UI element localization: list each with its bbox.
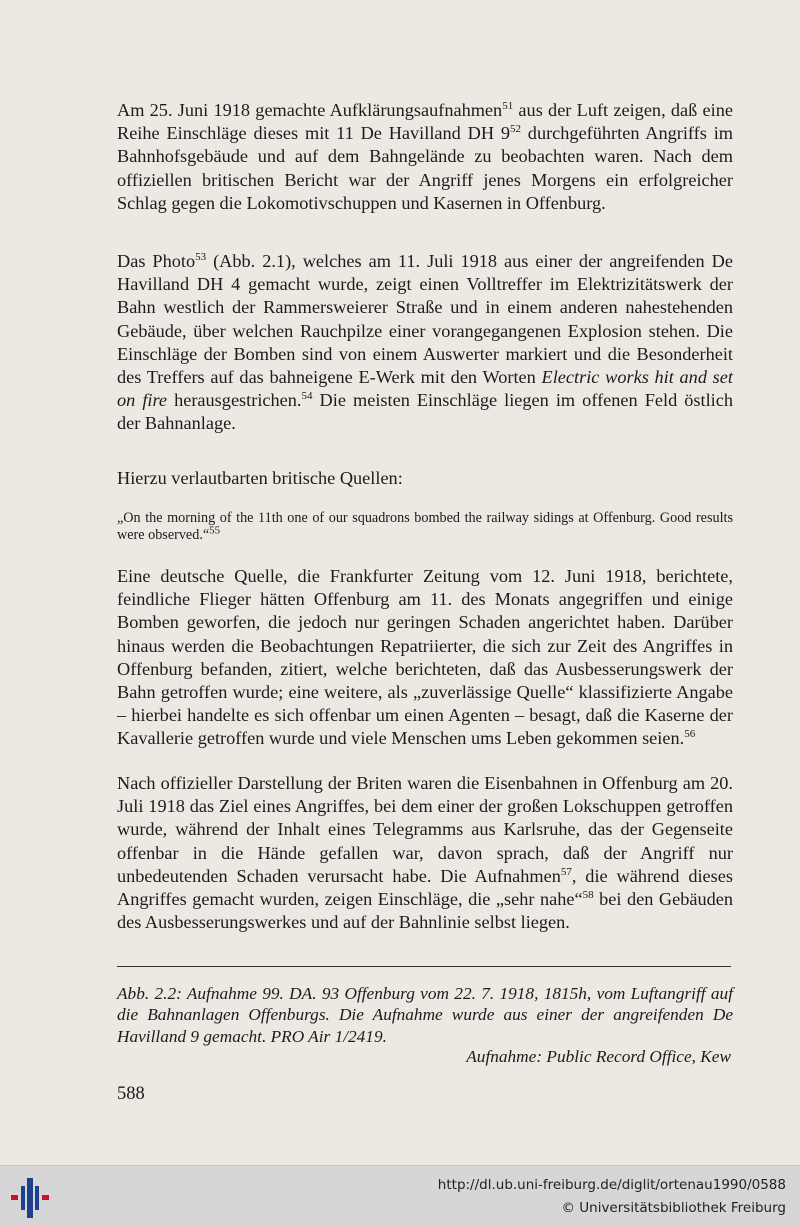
footnote-marker: 57 bbox=[560, 865, 572, 878]
footnote-marker: 56 bbox=[684, 728, 696, 741]
text-run: bei den Gebäuden des Ausbesserungswerkes und auf der Bahnlinie selbst liegen. bbox=[117, 889, 733, 933]
footnote-marker: 53 bbox=[195, 250, 207, 263]
text-run: herausgestrichen. bbox=[167, 390, 302, 411]
caption-divider bbox=[117, 966, 731, 967]
paragraph-4 bbox=[117, 565, 733, 751]
paragraph-3 bbox=[117, 467, 733, 490]
text-run: aus der Luft zeigen, daß eine Reihe Einschläge dieses mit 11 De Havilland DH 9 bbox=[117, 100, 733, 144]
page-number: 588 bbox=[117, 1084, 145, 1104]
italic-phrase: Electric works hit and set on fire bbox=[117, 367, 733, 411]
footnote-marker: 55 bbox=[209, 524, 221, 537]
text-run: Nach offizieller Darstellung der Briten waren die Eisenbahnen in Offenburg am 20. Juli 1918 das Ziel eines Angriffes, bei dem einer der großen Lokschuppen getroffen wurde, während der Inhalt eines Telegramms aus Karlsruhe, das der Gegenseite offenbar in die Hände gefallen war, davon sprach, daß der Angriff nur unbedeutenden Schaden verursacht habe. Die Aufnahmen bbox=[117, 773, 733, 886]
text-run: (Abb. 2.1), welches am 11. Juli 1918 aus einer der angreifenden De Havilland DH 4 gemacht wurde, zeigt einen Volltreffer im Elektrizitätswerk der Bahn westlich der Rammersweierer Straße und in einem anderen nahestehenden Gebäude, über welchen Rauchpilze einer vorangegangenen Explosion stehen. Die Einschläge der Bomben sind von einem Auswerter markiert und die Besonderheit des Treffers auf das bahneigene E-Werk mit den Worten bbox=[117, 251, 733, 388]
copyright-notice: © Universitätsbibliothek Freiburg bbox=[561, 1200, 786, 1216]
footnote-marker: 54 bbox=[301, 390, 313, 403]
text-run: Eine deutsche Quelle, die Frankfurter Zeitung vom 12. Juni 1918, berichtete, feindliche Flieger hätten Offenburg am 11. des Monats angegriffen und einige Bomben geworfen, die jedoch nur geringen Schaden angerichtet haben. Darüber hinaus werden die Beobachtungen Repatriierter, die sich zur Zeit des Angriffes in Offenburg befanden, zitiert, welche berichteten, daß das Ausbesserungswerk der Bahn getroffen wurde; eine weitere, als „zuverlässige Quelle“ klassifizierte Angabe – hierbei handelte es sich offenbar um einen Agenten – besagt, daß die Kaserne der Kavallerie getroffen wurde und viele Menschen ums Leben gekommen seien. bbox=[117, 566, 733, 749]
paragraph-5 bbox=[117, 772, 733, 934]
footnote-marker: 58 bbox=[582, 888, 594, 901]
block-quote bbox=[117, 510, 733, 544]
figure-caption: Abb. 2.2: Aufnahme 99. DA. 93 Offenburg vom 22. 7. 1918, 1815h, vom Luftangriff auf die Bahnanlagen Offenburgs. Die Aufnahme wurde aus einer der angreifenden De Havilland 9 gemacht. PRO Air 1/2419. bbox=[117, 984, 733, 1046]
text-run: Die meisten Einschläge liegen im offenen Feld östlich der Bahnanlage. bbox=[117, 390, 734, 434]
text-run: Hierzu verlautbarten britische Quellen: bbox=[117, 468, 403, 488]
photo-credit: Aufnahme: Public Record Office, Kew bbox=[466, 1047, 731, 1066]
text-run: „On the morning of the 11th one of our squadrons bombed the railway sidings at Offenburg. Good results were observed.“ bbox=[117, 510, 733, 543]
permalink-url[interactable]: http://dl.ub.uni-freiburg.de/diglit/ortenau1990/0588 bbox=[437, 1177, 786, 1193]
ub-freiburg-logo-icon bbox=[10, 1178, 52, 1218]
footnote-marker: 51 bbox=[502, 99, 514, 112]
viewer-footer bbox=[0, 1165, 800, 1225]
text-run: Am 25. Juni 1918 gemachte Aufklärungsaufnahmen bbox=[117, 100, 503, 120]
paragraph-2 bbox=[117, 250, 733, 436]
text-run: durchgeführten Angriffs im Bahnhofsgebäude und auf dem Bahngelände zu beobachten waren. Nach dem offiziellen britischen Bericht war der Angriff jenes Morgens ein erfolgreicher Schlag gegen die Lokomotivschuppen und Kasernen in Offenburg. bbox=[117, 123, 734, 213]
footnote-marker: 52 bbox=[509, 123, 521, 136]
text-run: , die während dieses Angriffes gemacht wurden, zeigen Einschläge, die „sehr nahe“ bbox=[117, 865, 733, 910]
paragraph-1 bbox=[117, 99, 733, 215]
text-run: Das Photo bbox=[117, 251, 196, 271]
